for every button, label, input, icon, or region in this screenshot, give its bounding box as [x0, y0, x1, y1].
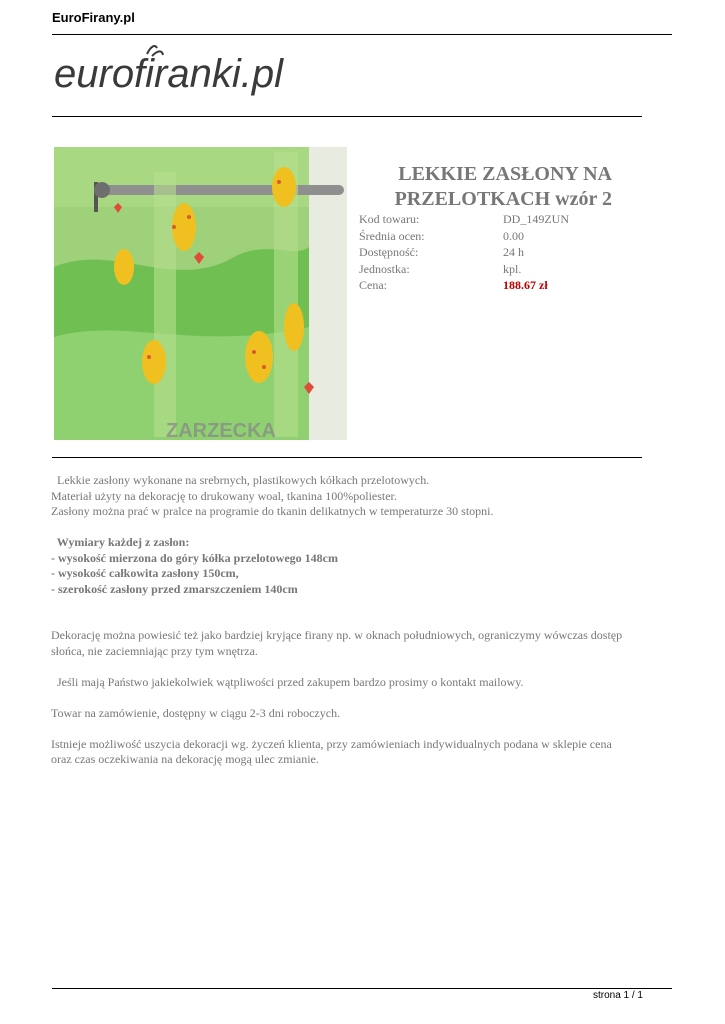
content-divider: [52, 457, 642, 458]
dimension-item: - wysokość całkowita zasłony 150cm,: [51, 566, 239, 580]
spec-label: Cena:: [359, 278, 387, 292]
description-line: Jeśli mają Państwo jakiekolwiek wątpliwości przed zakupem bardzo prosimy o kontakt mailowy.: [51, 674, 524, 689]
dimension-item: - szerokość zasłony przed zmarszczeniem 140cm: [51, 581, 298, 596]
footer-divider: [52, 988, 672, 989]
product-image: [54, 147, 347, 440]
logo-divider: [52, 116, 642, 117]
spec-value: 0.00: [503, 228, 524, 243]
description-line: oraz czas oczekiwania na dekorację mogą ulec zmianie.: [51, 752, 319, 766]
dimensions-title: Wymiary każdej z zasłon:: [51, 535, 190, 549]
product-description: [51, 473, 671, 768]
spec-label: Dostępność:: [359, 245, 419, 259]
description-line: Zasłony można prać w pralce na programie do tkanin delikatnych w temperaturze 30 stopni.: [51, 504, 494, 518]
site-logo: [54, 44, 334, 104]
description-line: Materiał użyty na dekorację to drukowany woal, tkanina 100%poliester.: [51, 488, 397, 503]
description-line: słońca, nie zaciemniając przy tym wnętrza.: [51, 643, 258, 658]
product-title-line: LEKKIE ZASŁONY NA: [398, 163, 612, 185]
image-watermark: ZARZECKA: [166, 420, 276, 440]
description-line: Istnieje możliwość uszycia dekoracji wg. życzeń klienta, przy zamówieniach indywidualnych podana w sklepie cena: [51, 736, 612, 751]
spec-label: Średnia ocen:: [359, 228, 425, 243]
product-title-line: PRZELOTKACH wzór 2: [394, 188, 612, 210]
description-line: Towar na zamówienie, dostępny w ciągu 2-3 dni roboczych.: [51, 705, 341, 720]
spec-value: kpl.: [503, 261, 522, 276]
logo-text: eurofiranki.pl: [54, 52, 284, 96]
dimension-item: - wysokość mierzona do góry kółka przelotowego 148cm: [51, 550, 338, 565]
site-name: EuroFirany.pl: [52, 10, 135, 25]
price-value: 188.67 zł: [503, 278, 548, 292]
spec-value: 24 h: [503, 245, 524, 259]
spec-label: Kod towaru:: [359, 212, 420, 226]
page-number: strona 1 / 1: [592, 990, 643, 1001]
product-title: [352, 162, 612, 212]
description-line: Lekkie zasłony wykonane na srebrnych, plastikowych kółkach przelotowych.: [51, 473, 430, 487]
spec-label: Jednostka:: [359, 261, 410, 276]
spec-value: DD_149ZUN: [503, 212, 569, 226]
header-divider: [52, 34, 672, 35]
description-line: Dekorację można powiesić też jako bardziej kryjące firany np. w oknach południowych, ograniczymy wówczas dostęp: [51, 628, 623, 642]
